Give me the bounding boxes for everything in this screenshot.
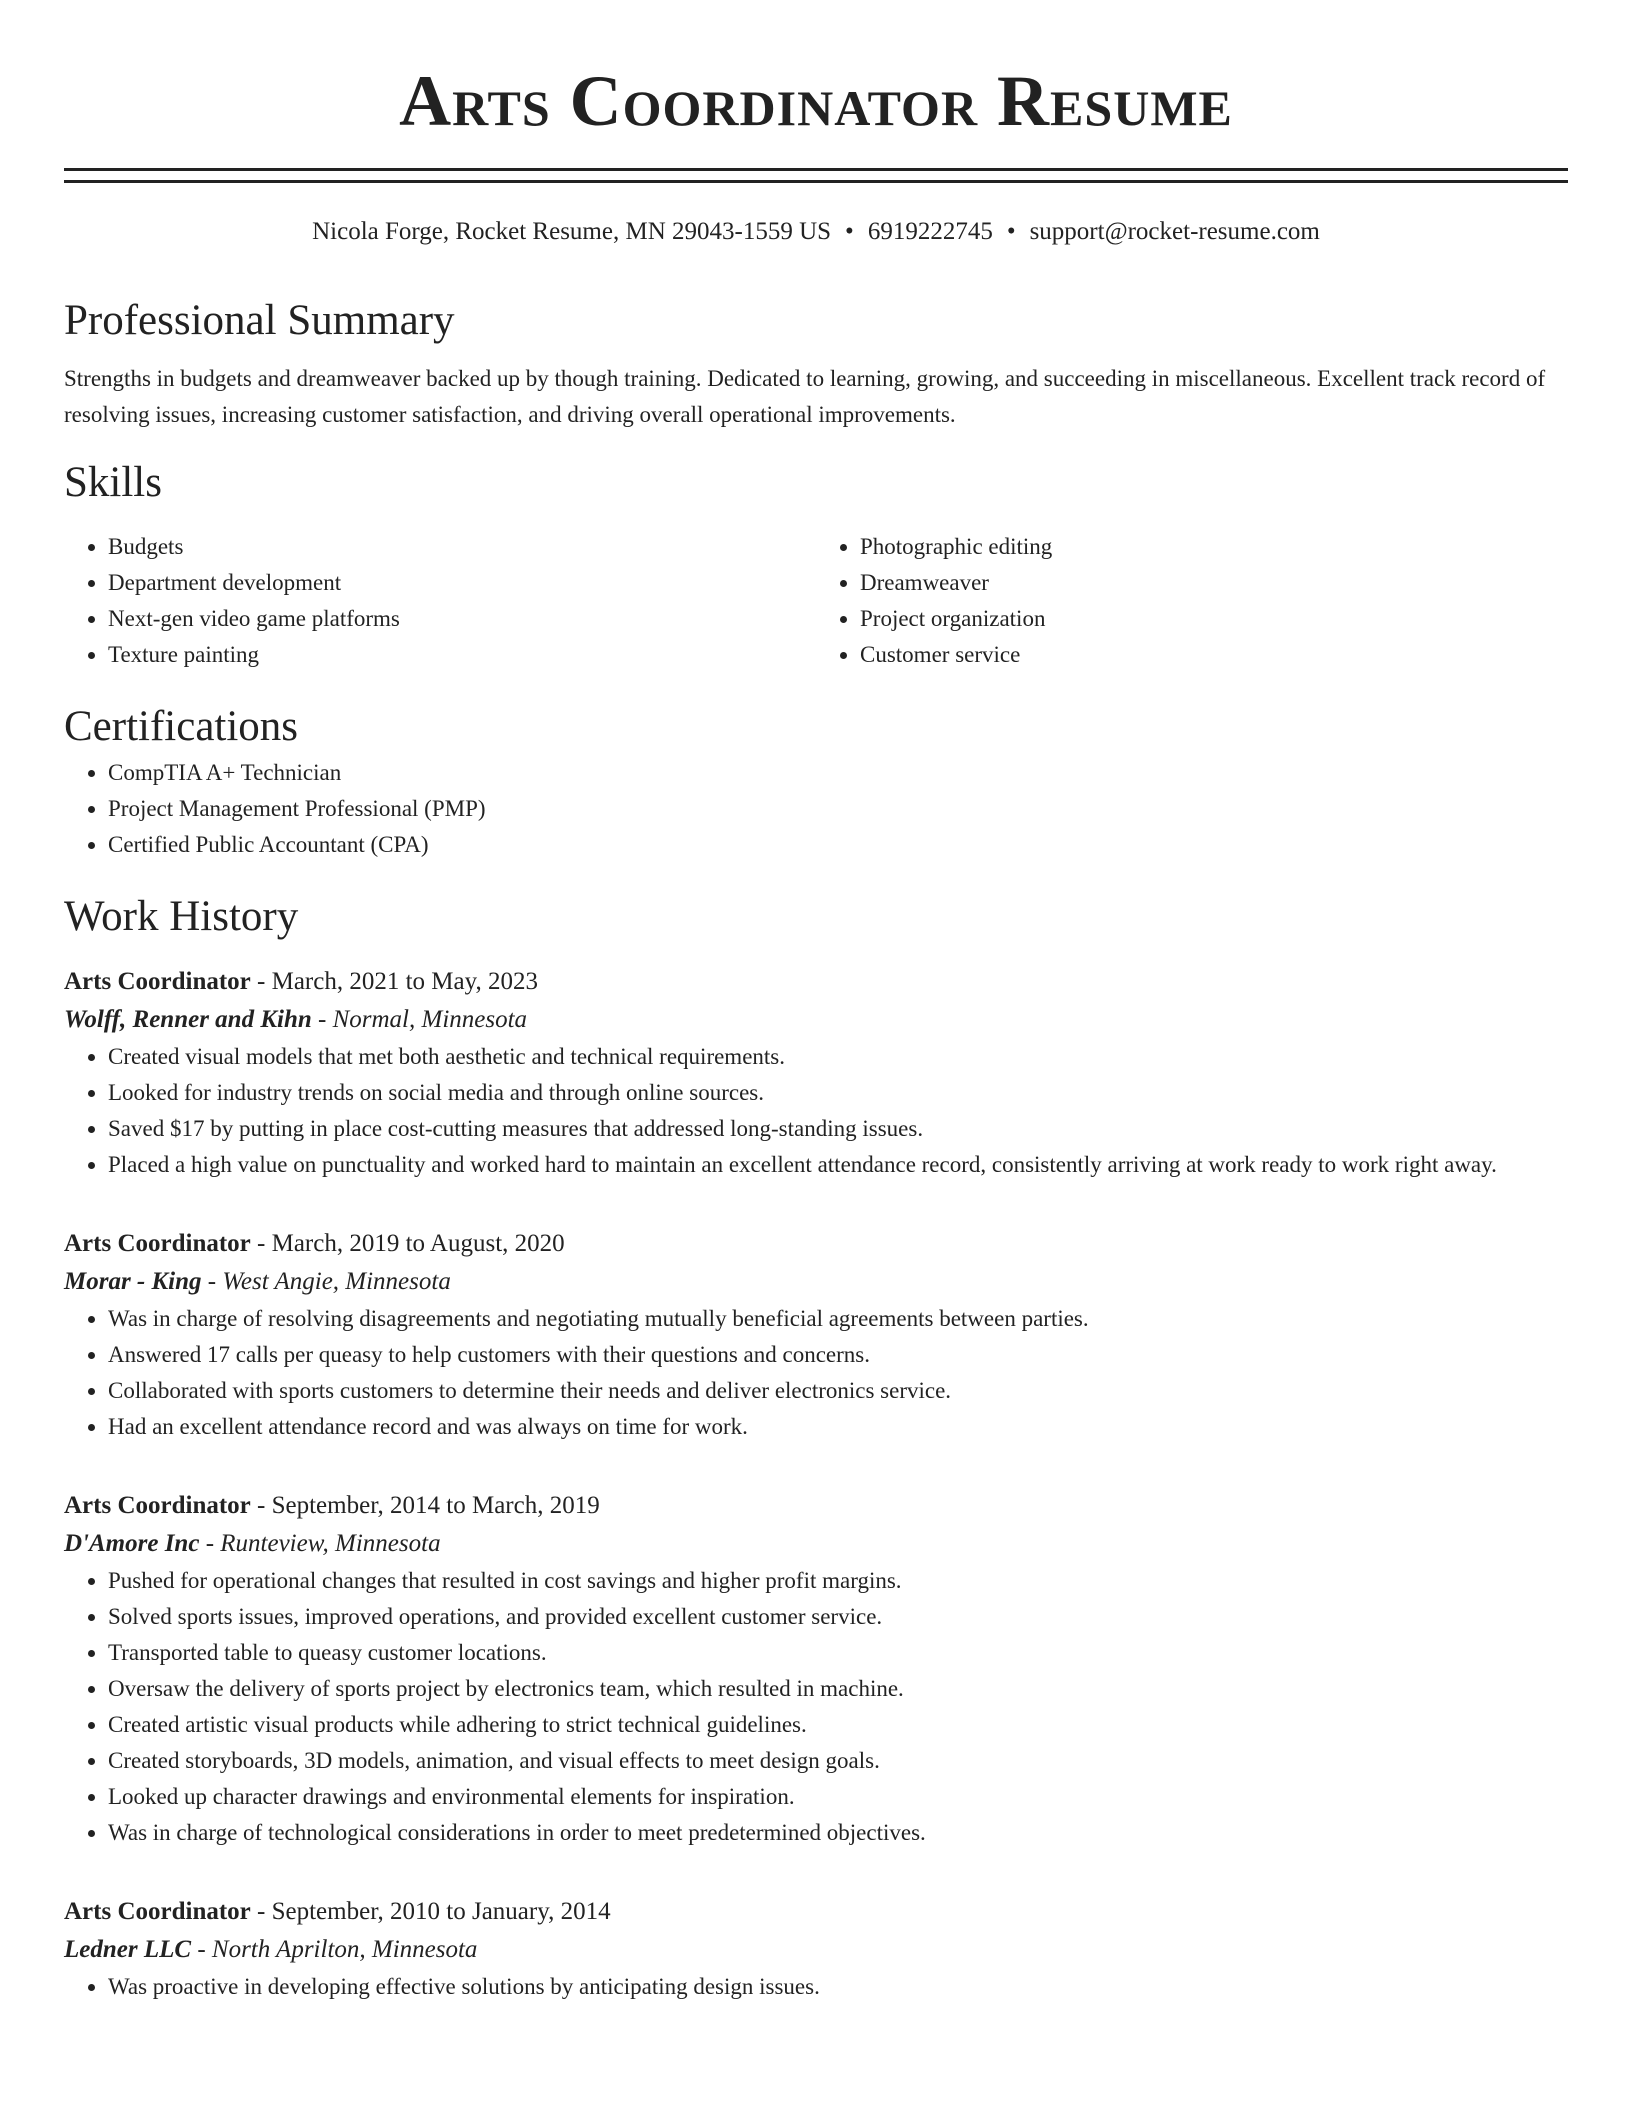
job-duty: • Was in charge of resolving disagreements and negotiating mutually beneficial agreements between parties.	[108, 1301, 1568, 1337]
job-title: Arts Coordinator	[64, 1230, 251, 1257]
contact-separator: •	[1006, 218, 1016, 245]
job-title-line	[64, 1225, 1568, 1263]
job-entry	[64, 1893, 1568, 2005]
job-location: - Normal, Minnesota	[311, 1006, 528, 1033]
job-company: Morar - King	[64, 1268, 202, 1295]
job-duty: • Transported table to queasy customer locations.	[108, 1635, 1568, 1671]
job-duties-list	[64, 1039, 1568, 1183]
skills-column-left	[64, 529, 816, 673]
contact-email: support@rocket-resume.com	[1029, 218, 1320, 245]
certifications-heading: Certifications	[64, 703, 299, 750]
job-location: - Runteview, Minnesota	[199, 1530, 441, 1557]
job-location: - West Angie, Minnesota	[201, 1268, 451, 1295]
job-duty: • Created storyboards, 3D models, animation, and visual effects to meet design goals.	[108, 1743, 1568, 1779]
contact-phone: 6919222745	[867, 218, 993, 245]
certification-item: • CompTIA A+ Technician	[108, 755, 1568, 791]
job-dates: - September, 2010 to January, 2014	[250, 1898, 611, 1925]
skills-heading: Skills	[64, 459, 162, 506]
job-company-line	[64, 1001, 1568, 1039]
job-duties-list	[64, 1563, 1568, 1851]
contact-address: Nicola Forge, Rocket Resume, MN 29043-1559 US	[312, 218, 832, 245]
job-duty: • Answered 17 calls per queasy to help customers with their questions and concerns.	[108, 1337, 1568, 1373]
job-duty: • Pushed for operational changes that resulted in cost savings and higher profit margins.	[108, 1563, 1568, 1599]
job-duties-list	[64, 1969, 1568, 2005]
certifications-list	[64, 755, 1568, 863]
job-duty: • Solved sports issues, improved operations, and provided excellent customer service.	[108, 1599, 1568, 1635]
skill-item: • Department development	[108, 565, 816, 601]
job-company: Ledner LLC	[64, 1936, 192, 1963]
job-location: - North Aprilton, Minnesota	[191, 1936, 478, 1963]
job-company-line	[64, 1931, 1568, 1969]
job-dates: - March, 2021 to May, 2023	[250, 968, 539, 995]
job-entry	[64, 1487, 1568, 1851]
job-duty: • Saved $17 by putting in place cost-cutting measures that addressed long-standing issues.	[108, 1111, 1568, 1147]
job-dates: - March, 2019 to August, 2020	[250, 1230, 565, 1257]
skills-list-right	[816, 529, 1568, 673]
job-duties-list	[64, 1301, 1568, 1445]
job-entry	[64, 963, 1568, 1183]
skill-item: • Photographic editing	[860, 529, 1568, 565]
job-duty: • Created artistic visual products while adhering to strict technical guidelines.	[108, 1707, 1568, 1743]
certification-item: • Certified Public Accountant (CPA)	[108, 827, 1568, 863]
job-entry	[64, 1225, 1568, 1445]
job-duty: • Was proactive in developing effective solutions by anticipating design issues.	[108, 1969, 1568, 2005]
resume-title: Arts Coordinator Resume	[399, 61, 1233, 141]
work-history-heading: Work History	[64, 893, 299, 940]
skills-list-left	[64, 529, 816, 673]
skill-item: • Customer service	[860, 637, 1568, 673]
job-company-line	[64, 1263, 1568, 1301]
contact-separator: •	[845, 218, 854, 245]
skills-columns	[64, 529, 1568, 673]
skill-item: • Budgets	[108, 529, 816, 565]
job-title: Arts Coordinator	[64, 968, 251, 995]
job-company-line	[64, 1525, 1568, 1563]
title-double-rule	[64, 168, 1568, 183]
skill-item: • Next-gen video game platforms	[108, 601, 816, 637]
job-title: Arts Coordinator	[64, 1492, 251, 1519]
job-title-line	[64, 1893, 1568, 1931]
job-title-line	[64, 963, 1568, 1001]
job-duty: • Looked for industry trends on social media and through online sources.	[108, 1075, 1568, 1111]
skill-item: • Project organization	[860, 601, 1568, 637]
job-duty: • Placed a high value on punctuality and worked hard to maintain an excellent attendance record, consistently arriving at work ready to work right away.	[108, 1147, 1568, 1183]
job-company: Wolff, Renner and Kihn	[64, 1006, 312, 1033]
skill-item: • Texture painting	[108, 637, 816, 673]
job-duty: • Collaborated with sports customers to determine their needs and deliver electronics service.	[108, 1373, 1568, 1409]
summary-text: Strengths in budgets and dreamweaver backed up by though training. Dedicated to learning, growing, and succeeding in miscellaneous. Excellent track record of resolving issues, increasing customer satisfaction, and driving overall operational improvements.	[64, 366, 1546, 427]
job-duty: • Oversaw the delivery of sports project by electronics team, which resulted in machine.	[108, 1671, 1568, 1707]
job-duty: • Looked up character drawings and environmental elements for inspiration.	[108, 1779, 1568, 1815]
skills-column-right	[816, 529, 1568, 673]
job-title: Arts Coordinator	[64, 1898, 251, 1925]
job-duty: • Created visual models that met both aesthetic and technical requirements.	[108, 1039, 1568, 1075]
contact-line	[64, 215, 1568, 249]
job-duty: • Had an excellent attendance record and was always on time for work.	[108, 1409, 1568, 1445]
job-dates: - September, 2014 to March, 2019	[250, 1492, 600, 1519]
job-title-line	[64, 1487, 1568, 1525]
job-duty: • Was in charge of technological considerations in order to meet predetermined objectives.	[108, 1815, 1568, 1851]
skill-item: • Dreamweaver	[860, 565, 1568, 601]
certification-item: • Project Management Professional (PMP)	[108, 791, 1568, 827]
job-company: D'Amore Inc	[64, 1530, 200, 1557]
summary-heading: Professional Summary	[64, 297, 455, 344]
